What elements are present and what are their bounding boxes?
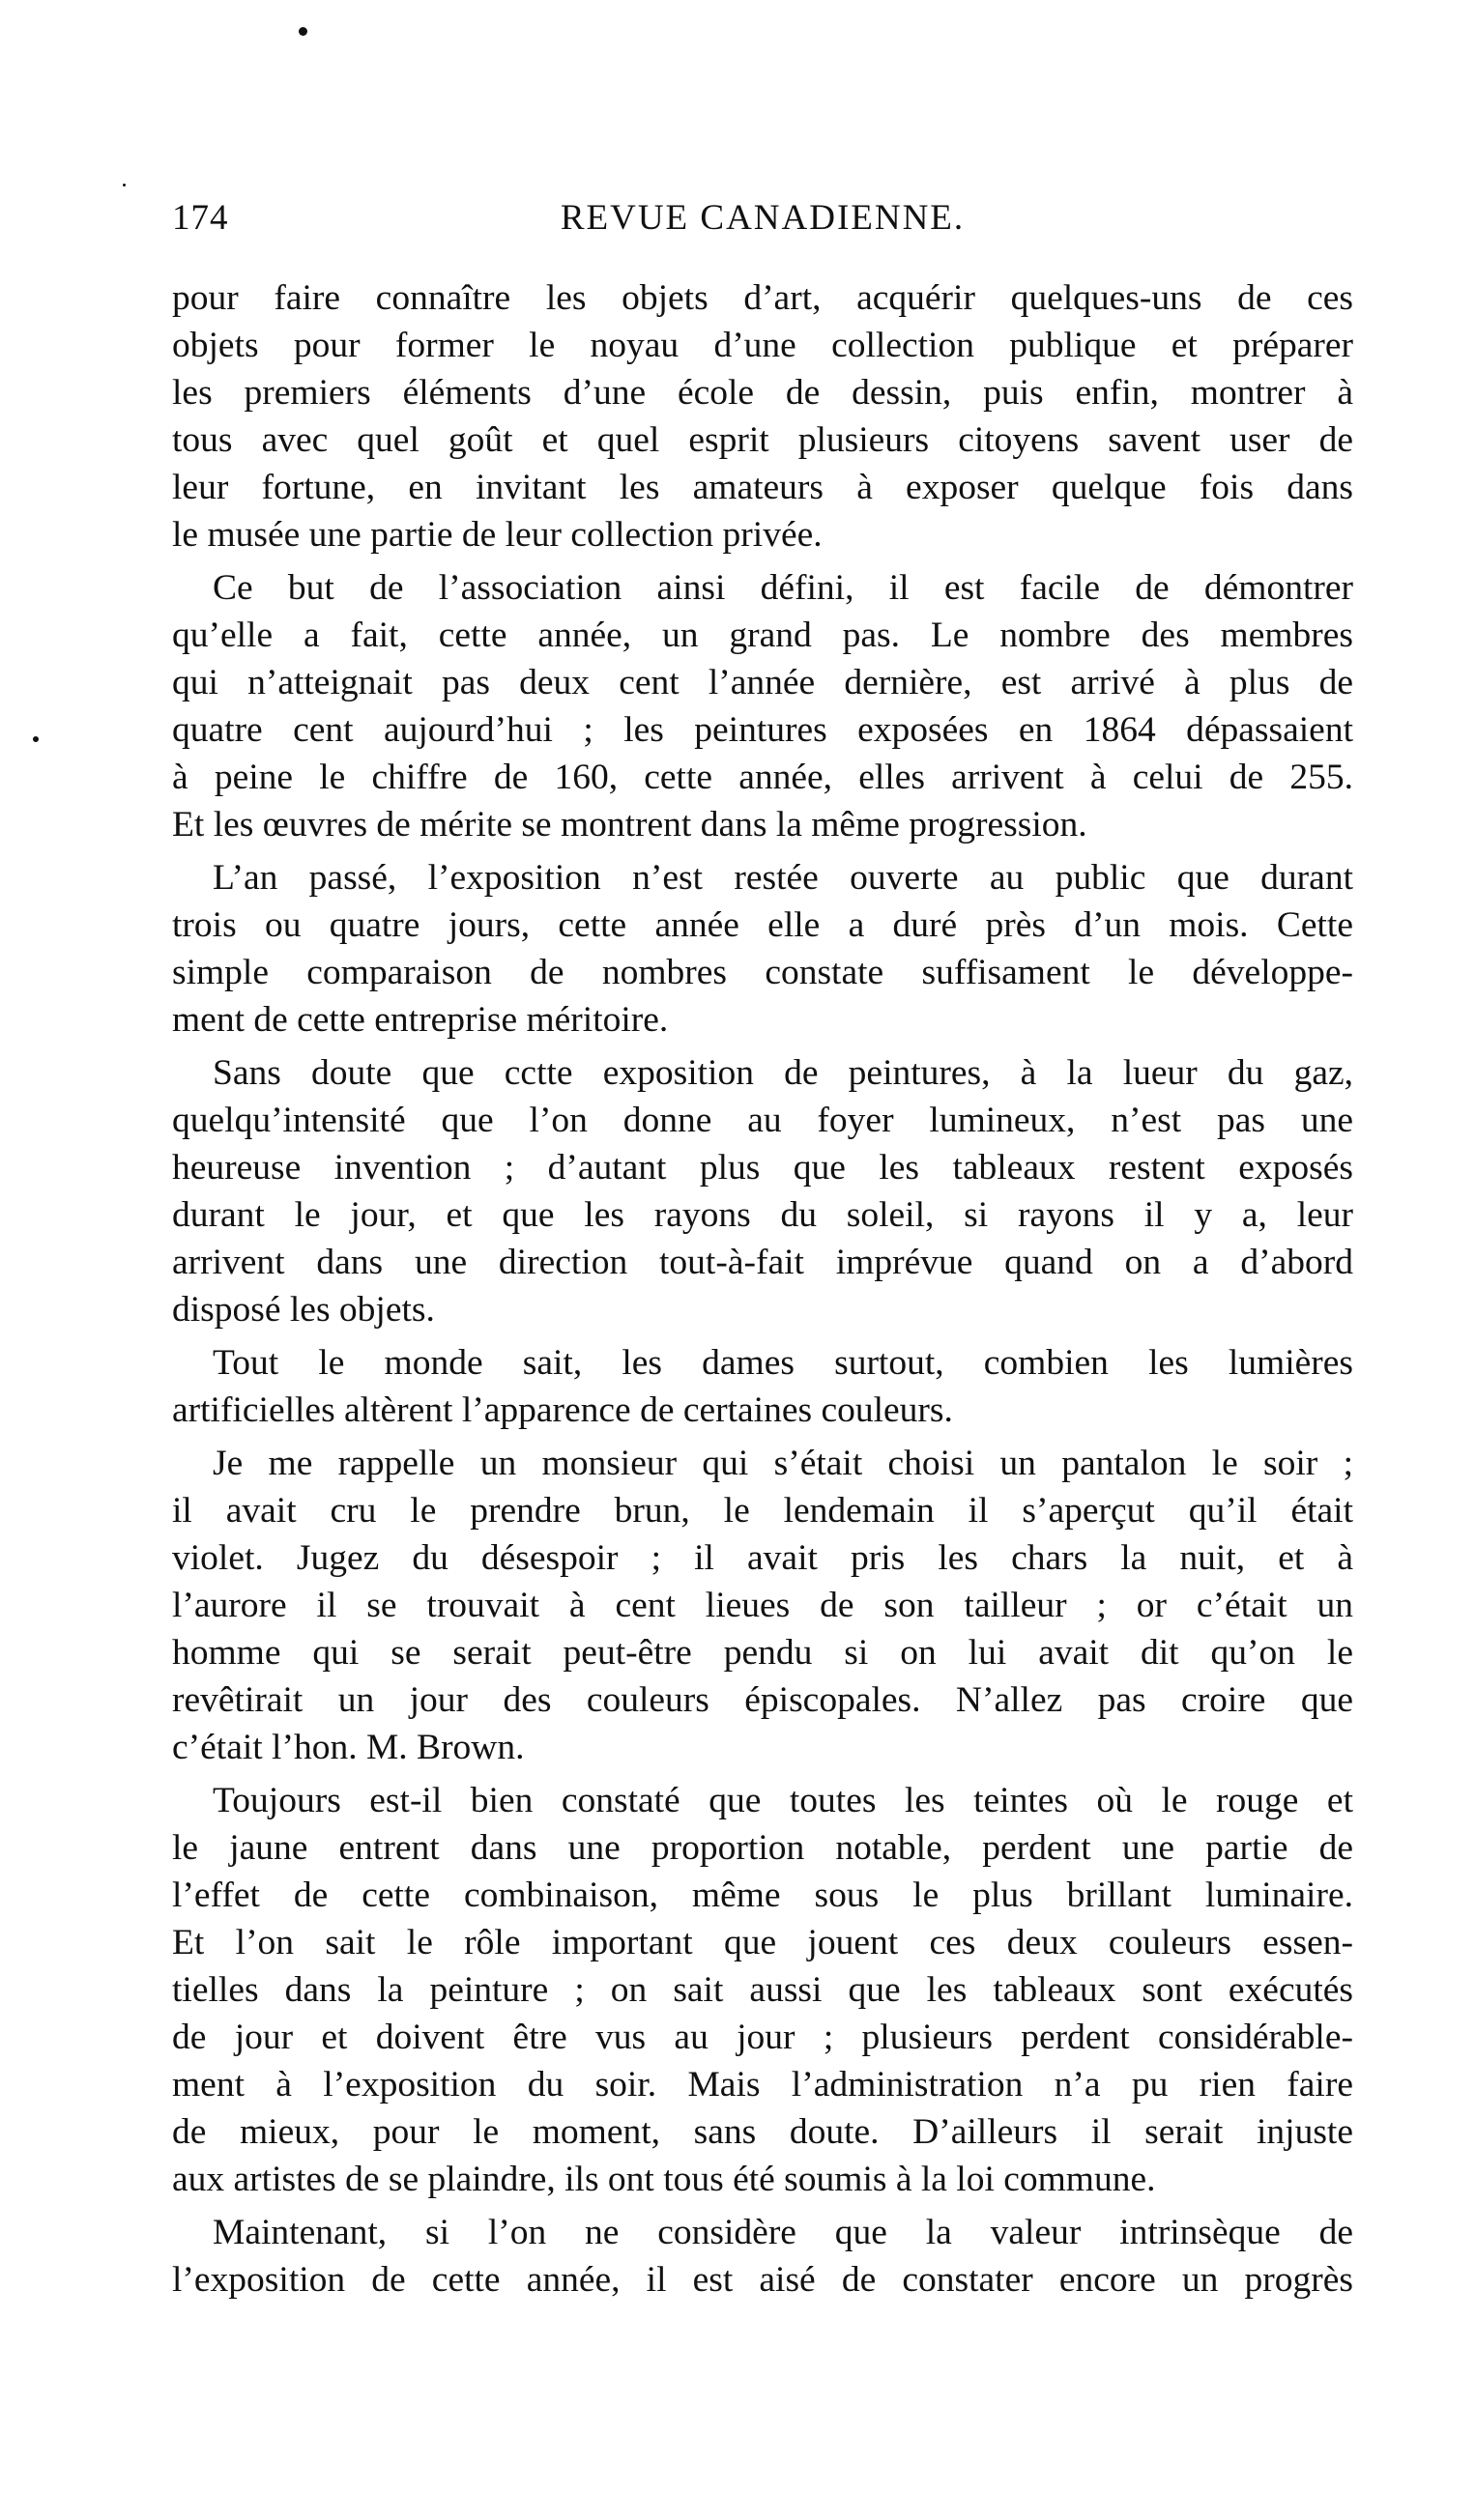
text-line: tous avec quel goût et quel esprit plusieurs citoyens savent user de: [172, 420, 1353, 460]
text-line: revêtirait un jour des couleurs épiscopales. N’allez pas croire que: [172, 1680, 1353, 1720]
text-line: Je me rappelle un monsieur qui s’était choisi un pantalon le soir ;: [213, 1444, 1353, 1483]
text-line: quatre cent aujourd’hui ; les peintures exposées en 1864 dépassaient: [172, 710, 1353, 750]
body-text: [172, 274, 1353, 2309]
text-line: ment à l’exposition du soir. Mais l’administration n’a pu rien faire: [172, 2065, 1353, 2105]
text-line: objets pour former le noyau d’une collection publique et préparer: [172, 326, 1353, 365]
text-line: Maintenant, si l’on ne considère que la valeur intrinsèque de: [213, 2213, 1353, 2252]
text-line: les premiers éléments d’une école de dessin, puis enfin, montrer à: [172, 373, 1353, 413]
text-line: homme qui se serait peut-être pendu si on lui avait dit qu’on le: [172, 1633, 1353, 1673]
text-line: l’exposition de cette année, il est aisé de constater encore un progrès: [172, 2260, 1353, 2300]
paragraph: [172, 854, 1353, 1044]
text-line: leur fortune, en invitant les amateurs à exposer quelque fois dans: [172, 468, 1353, 507]
page-number: 174: [172, 198, 229, 238]
text-line: Sans doute que cctte exposition de peintures, à la lueur du gaz,: [213, 1053, 1353, 1093]
text-line: ment de cette entreprise méritoire.: [172, 1000, 669, 1040]
text-line: le musée une partie de leur collection privée.: [172, 515, 823, 555]
ink-speck: [299, 27, 307, 36]
running-head: REVUE CANADIENNE.: [560, 198, 966, 238]
text-line: trois ou quatre jours, cette année elle a duré près d’un mois. Cette: [172, 905, 1353, 945]
text-line: tielles dans la peinture ; on sait aussi que les tableaux sont exécutés: [172, 1970, 1353, 2010]
text-line: simple comparaison de nombres constate suffisament le développe-: [172, 953, 1353, 992]
text-line: durant le jour, et que les rayons du soleil, si rayons il y a, leur: [172, 1195, 1353, 1235]
text-line: artificielles altèrent l’apparence de certaines couleurs.: [172, 1390, 953, 1430]
paragraph: [172, 2209, 1353, 2304]
text-line: Toujours est-il bien constaté que toutes les teintes où le rouge et: [213, 1781, 1353, 1820]
text-line: le jaune entrent dans une proportion notable, perdent une partie de: [172, 1828, 1353, 1868]
text-line: Ce but de l’association ainsi défini, il est facile de démontrer: [213, 568, 1353, 608]
text-line: violet. Jugez du désespoir ; il avait pris les chars la nuit, et à: [172, 1538, 1353, 1578]
text-line: disposé les objets.: [172, 1290, 435, 1330]
page-header: [172, 197, 1353, 247]
text-line: qu’elle a fait, cette année, un grand pas. Le nombre des membres: [172, 616, 1353, 655]
paragraph: [172, 564, 1353, 848]
text-line: Tout le monde sait, les dames surtout, combien les lumières: [213, 1343, 1353, 1383]
text-line: à peine le chiffre de 160, cette année, elles arrivent à celui de 255.: [172, 758, 1353, 797]
text-line: aux artistes de se plaindre, ils ont tous été soumis à la loi commune.: [172, 2160, 1156, 2199]
text-line: arrivent dans une direction tout-à-fait imprévue quand on a d’abord: [172, 1243, 1353, 1282]
text-line: pour faire connaître les objets d’art, acquérir quelques-uns de ces: [172, 278, 1353, 318]
text-line: Et les œuvres de mérite se montrent dans la même progression.: [172, 805, 1087, 845]
text-line: L’an passé, l’exposition n’est restée ouverte au public que durant: [213, 858, 1353, 898]
text-line: de mieux, pour le moment, sans doute. D’ailleurs il serait injuste: [172, 2112, 1353, 2152]
text-line: qui n’atteignait pas deux cent l’année dernière, est arrivé à plus de: [172, 663, 1353, 702]
paragraph: [172, 1049, 1353, 1333]
text-line: l’aurore il se trouvait à cent lieues de son tailleur ; or c’était un: [172, 1586, 1353, 1625]
text-line: Et l’on sait le rôle important que jouent ces deux couleurs essen-: [172, 1923, 1353, 1962]
text-line: il avait cru le prendre brun, le lendemain il s’aperçut qu’il était: [172, 1491, 1353, 1531]
paragraph: [172, 1339, 1353, 1434]
text-line: c’était l’hon. M. Brown.: [172, 1728, 525, 1767]
paragraph: [172, 1440, 1353, 1771]
ink-speck: [123, 184, 126, 186]
paragraph: [172, 274, 1353, 558]
text-line: de jour et doivent être vus au jour ; plusieurs perdent considérable-: [172, 2018, 1353, 2057]
text-line: l’effet de cette combinaison, même sous le plus brillant luminaire.: [172, 1876, 1353, 1915]
text-line: heureuse invention ; d’autant plus que les tableaux restent exposés: [172, 1148, 1353, 1188]
text-line: quelqu’intensité que l’on donne au foyer lumineux, n’est pas une: [172, 1101, 1353, 1140]
ink-speck: [33, 736, 39, 742]
paragraph: [172, 1777, 1353, 2203]
